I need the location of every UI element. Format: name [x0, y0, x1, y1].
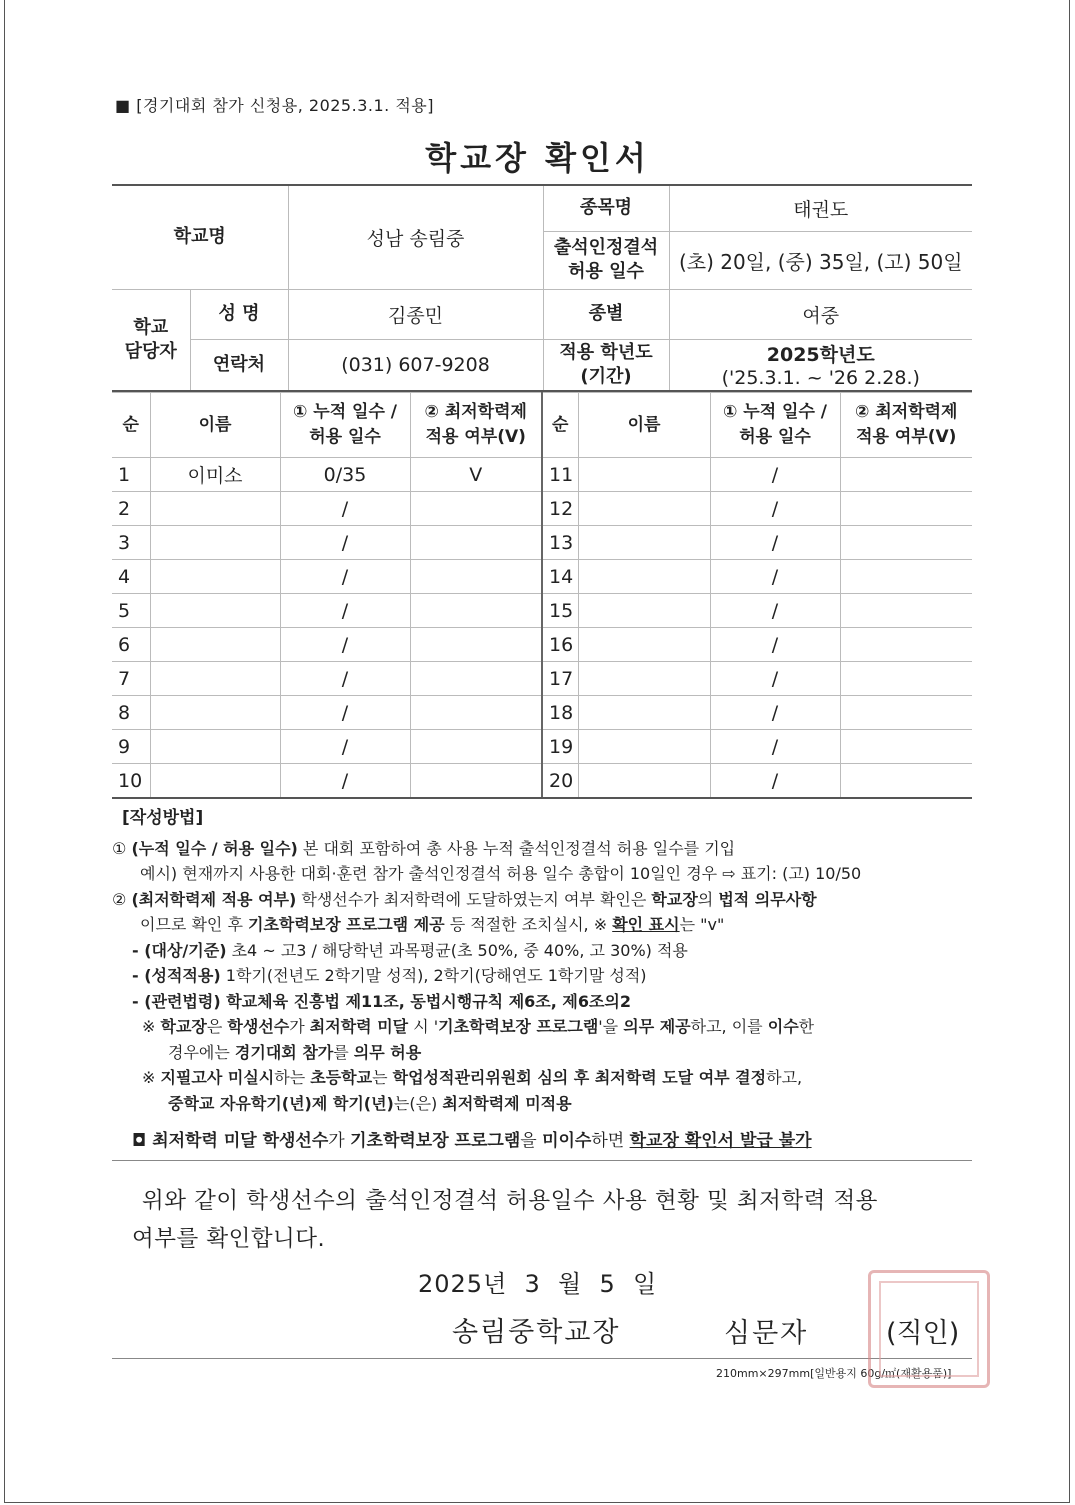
row-no-right: 20 [542, 764, 578, 799]
note-1-l: 이수 [767, 1017, 799, 1036]
col-name-right: 이름 [578, 393, 710, 458]
row-days-left: / [280, 594, 410, 628]
row-no-left: 4 [112, 560, 150, 594]
note-1-d: 학생선수 [227, 1017, 290, 1036]
row-days-right: / [710, 696, 840, 730]
bottom-divider [112, 1358, 972, 1359]
instruction-2-text-a: 학생선수가 최저학력에 도달하였는지 여부 확인은 [296, 889, 652, 909]
row-no-right: 19 [542, 730, 578, 764]
arrow-box-icon: ◘ [132, 1131, 147, 1151]
row-days-left: / [280, 696, 410, 730]
name-value: 김종민 [288, 289, 543, 339]
student-table [112, 392, 972, 799]
note-2-l2-a: 중학교 자유학기(년)제 학기(년) [168, 1093, 394, 1113]
row-no-left: 10 [112, 764, 150, 799]
row-days-right: / [710, 526, 840, 560]
confirmation-line2: 여부를 확인합니다. [132, 1226, 326, 1252]
table-row [112, 730, 972, 764]
year-label [543, 339, 669, 391]
form-tag: ■ [경기대회 참가 신청용, 2025.3.1. 적용] [115, 96, 434, 115]
table-row [112, 594, 972, 628]
name-label: 성 명 [190, 289, 288, 339]
confirmation-text [132, 1182, 962, 1258]
row-no-left: 7 [112, 662, 150, 696]
table-row [112, 662, 972, 696]
instruction-2-l2-b: 등 적절한 조치실시, ※ [444, 915, 613, 934]
table-row [112, 628, 972, 662]
manager-label-line1: 학교 [133, 316, 169, 338]
note-2-l2-c: 최저학력제 미적용 [442, 1093, 572, 1113]
manager-label [112, 289, 190, 391]
note-1 [112, 1014, 982, 1040]
row-name-left: 이미소 [150, 458, 280, 492]
note-2-g: 하고, [766, 1068, 803, 1087]
note-1-g: 시 ' [408, 1017, 439, 1036]
note-1-l2-b: 경기대회 참가 [234, 1042, 334, 1062]
table-row [112, 764, 972, 799]
detail-target-label: - (대상/기준) [132, 940, 227, 960]
instructions [112, 805, 982, 1116]
student-rows [112, 458, 972, 799]
col-days-left [280, 393, 410, 458]
school-head: 송림중학교장 [452, 1317, 621, 1348]
final-note-b: 가 [328, 1131, 351, 1151]
info-table [112, 184, 972, 392]
col-days-right [710, 393, 840, 458]
final-note-d: 을 [520, 1131, 543, 1151]
row-name-left [150, 764, 280, 799]
row-days-right: / [710, 730, 840, 764]
note-1-k: 하고, 이를 [690, 1017, 768, 1036]
row-no-left: 2 [112, 492, 150, 526]
col-min-left-l2: 적용 여부(V) [425, 427, 526, 447]
row-name-left [150, 730, 280, 764]
note-2-a: ※ [142, 1068, 161, 1087]
table-row [112, 696, 972, 730]
row-name-left [150, 594, 280, 628]
seal-label: (직인) [886, 1318, 960, 1349]
note-1-h: 기초학력보장 프로그램 [438, 1017, 599, 1036]
instruction-2-text-c: 의 [697, 889, 719, 909]
note-2 [112, 1065, 982, 1091]
detail-grades-text: 1학기(전년도 2학기말 성적), 2학기(당해연도 1학기말 성적) [220, 966, 647, 985]
final-note-g: 학교장 확인서 발급 불가 [629, 1131, 812, 1151]
row-check-right [840, 492, 972, 526]
note-2-e: 는 [372, 1068, 393, 1087]
row-check-left [410, 628, 542, 662]
row-no-right: 15 [542, 594, 578, 628]
note-1-i: '을 [598, 1017, 624, 1036]
col-min-right-l1: ② 최저학력제 [855, 402, 958, 422]
note-1-e: 가 [289, 1017, 310, 1036]
row-name-right [578, 594, 710, 628]
row-no-right: 17 [542, 662, 578, 696]
col-no-right: 순 [542, 393, 578, 458]
row-name-left [150, 696, 280, 730]
type-label: 종별 [543, 289, 669, 339]
row-name-left [150, 628, 280, 662]
manager-label-line2: 담당자 [124, 340, 177, 362]
year-label-line2: (기간) [580, 365, 632, 387]
contact-label: 연락처 [190, 339, 288, 391]
year-value-line2: ('25.3.1. ~ '26 2.28.) [721, 367, 920, 390]
year-label-line1: 적용 학년도 [559, 341, 653, 363]
row-name-right [578, 764, 710, 799]
row-no-right: 11 [542, 458, 578, 492]
row-no-left: 1 [112, 458, 150, 492]
contact-value: (031) 607-9208 [288, 339, 543, 391]
note-1-line2 [112, 1040, 982, 1066]
note-1-a: ※ [142, 1017, 161, 1036]
col-days-right-l1: ① 누적 일수 / [722, 402, 828, 422]
row-days-right: / [710, 594, 840, 628]
row-no-right: 16 [542, 628, 578, 662]
detail-law: - (관련법령) 학교체육 진흥법 제11조, 동법시행규칙 제6조, 제6조의2 [132, 991, 632, 1011]
note-2-b: 지필고사 미실시 [160, 1068, 275, 1087]
row-check-right [840, 458, 972, 492]
type-value: 여중 [669, 289, 972, 339]
absence-label-line2: 허용 일수 [568, 261, 644, 282]
note-1-l2-a: 경우에는 [168, 1042, 235, 1062]
row-check-left [410, 764, 542, 799]
row-name-right [578, 696, 710, 730]
row-name-left [150, 526, 280, 560]
row-name-right [578, 526, 710, 560]
instruction-2-l2-bold: 기초학력보장 프로그램 제공 [248, 915, 445, 934]
divider [112, 1160, 972, 1161]
note-1-f: 최저학력 미달 [309, 1017, 409, 1036]
col-min-right-l2: 적용 여부(V) [856, 427, 957, 447]
row-days-left: / [280, 560, 410, 594]
row-days-left: 0/35 [280, 458, 410, 492]
row-check-right [840, 764, 972, 799]
instruction-1-num: ① [112, 838, 127, 858]
row-no-left: 8 [112, 696, 150, 730]
table-row [112, 492, 972, 526]
table-row [112, 458, 972, 492]
row-no-right: 14 [542, 560, 578, 594]
note-2-d: 초등학교 [310, 1068, 373, 1087]
table-row [112, 526, 972, 560]
note-1-l2-c: 를 [333, 1042, 354, 1062]
row-name-right [578, 492, 710, 526]
instruction-1-title: (누적 일수 / 허용 일수) [131, 838, 298, 858]
row-no-right: 12 [542, 492, 578, 526]
instruction-2-line2 [112, 912, 982, 938]
event-value: 태권도 [669, 185, 972, 231]
instruction-2-bold-d: 법적 의무사항 [718, 889, 817, 909]
note-2-line2 [112, 1091, 982, 1117]
row-name-right [578, 458, 710, 492]
row-name-right [578, 560, 710, 594]
col-no-left: 순 [112, 393, 150, 458]
row-days-right: / [710, 560, 840, 594]
row-name-left [150, 662, 280, 696]
table-row [112, 560, 972, 594]
row-days-left: / [280, 764, 410, 799]
row-check-left [410, 730, 542, 764]
row-days-left: / [280, 492, 410, 526]
final-note-a: 최저학력 미달 학생선수 [146, 1131, 329, 1151]
instruction-2-l2-ul: 확인 표시 [612, 915, 680, 934]
row-no-right: 13 [542, 526, 578, 560]
confirmation-line1: 위와 같이 학생선수의 출석인정결석 허용일수 사용 현황 및 최저학력 적용 [142, 1188, 878, 1214]
detail-target-text: 초4 ~ 고3 / 해당학년 과목평균(초 50%, 중 40%, 고 30%) 적용 [226, 940, 688, 960]
school-label: 학교명 [112, 185, 288, 289]
instruction-2-l2-c: 는 "v" [679, 915, 725, 934]
col-min-left [410, 393, 542, 458]
col-days-left-l1: ① 누적 일수 / [292, 402, 398, 422]
row-days-right: / [710, 662, 840, 696]
final-note-f: 하면 [591, 1131, 630, 1151]
document-title: 학교장 확인서 [425, 139, 650, 177]
note-1-j: 의무 제공 [623, 1017, 691, 1036]
note-1-m: 한 [798, 1017, 815, 1036]
note-1-l2-d: 의무 허용 [353, 1042, 422, 1062]
signer-name: 심문자 [724, 1318, 809, 1349]
row-no-left: 9 [112, 730, 150, 764]
detail-grades-label: - (성적적용) [132, 966, 221, 985]
final-note [132, 1126, 812, 1151]
row-check-right [840, 594, 972, 628]
row-check-left [410, 696, 542, 730]
col-min-left-l1: ② 최저학력제 [424, 402, 527, 422]
paper-spec: 210mm×297mm[일반용지 60g/㎡(재활용품)] [716, 1367, 952, 1380]
final-note-e: 미이수 [542, 1131, 592, 1151]
school-name: 성남 송림중 [288, 185, 543, 289]
absence-value: (초) 20일, (중) 35일, (고) 50일 [669, 231, 972, 289]
row-no-right: 18 [542, 696, 578, 730]
row-name-left [150, 560, 280, 594]
instructions-heading: [작성방법] [122, 808, 204, 828]
row-days-left: / [280, 526, 410, 560]
row-check-right [840, 628, 972, 662]
row-no-left: 5 [112, 594, 150, 628]
row-check-right [840, 662, 972, 696]
row-name-right [578, 628, 710, 662]
instruction-1 [112, 836, 982, 862]
detail-grades [112, 963, 982, 989]
col-days-left-l2: 허용 일수 [309, 427, 381, 447]
row-no-left: 6 [112, 628, 150, 662]
row-days-right: / [710, 764, 840, 799]
row-check-right [840, 560, 972, 594]
year-value-line1: 2025학년도 [766, 344, 875, 367]
instruction-2-title: (최저학력제 적용 여부) [131, 889, 297, 909]
absence-label-line1: 출석인정결석 [553, 237, 659, 258]
note-2-c: 하는 [274, 1068, 311, 1087]
row-check-right [840, 526, 972, 560]
row-check-left [410, 560, 542, 594]
note-1-b: 학교장 [160, 1017, 207, 1036]
row-check-right [840, 696, 972, 730]
row-name-left [150, 492, 280, 526]
final-note-c: 기초학력보장 프로그램 [350, 1131, 521, 1151]
year-value [669, 339, 972, 391]
instruction-2-num: ② [112, 889, 127, 909]
row-days-right: / [710, 458, 840, 492]
row-name-right [578, 662, 710, 696]
instruction-2-bold-b: 학교장 [651, 889, 698, 909]
row-days-left: / [280, 662, 410, 696]
row-days-right: / [710, 492, 840, 526]
instruction-1-example: 예시) 현재까지 사용한 대회·훈련 참가 출석인정결석 허용 일수 총합이 10일인 경우 ⇨ 표기: (고) 10/50 [140, 864, 862, 883]
row-check-left [410, 594, 542, 628]
instruction-2 [112, 887, 982, 913]
detail-target [112, 938, 982, 964]
col-name-left: 이름 [150, 393, 280, 458]
note-2-l2-b: 는(은) [393, 1093, 443, 1113]
row-no-left: 3 [112, 526, 150, 560]
row-check-left [410, 662, 542, 696]
row-name-right [578, 730, 710, 764]
event-label: 종목명 [543, 185, 669, 231]
issue-date: 2025년 3 월 5 일 [418, 1270, 658, 1298]
row-days-right: / [710, 628, 840, 662]
instruction-2-l2-a: 이므로 확인 후 [140, 915, 248, 934]
col-min-right [840, 393, 972, 458]
row-days-left: / [280, 628, 410, 662]
row-check-left [410, 526, 542, 560]
instruction-1-text: 본 대회 포함하여 총 사용 누적 출석인정결석 허용 일수를 기입 [297, 838, 736, 858]
absence-label [543, 231, 669, 289]
row-check-left [410, 492, 542, 526]
note-2-f: 학업성적관리위원회 심의 후 최저학력 도달 여부 결정 [392, 1068, 767, 1087]
col-days-right-l2: 허용 일수 [739, 427, 811, 447]
row-days-left: / [280, 730, 410, 764]
row-check-left: V [410, 458, 542, 492]
row-check-right [840, 730, 972, 764]
note-1-c: 은 [206, 1017, 228, 1036]
